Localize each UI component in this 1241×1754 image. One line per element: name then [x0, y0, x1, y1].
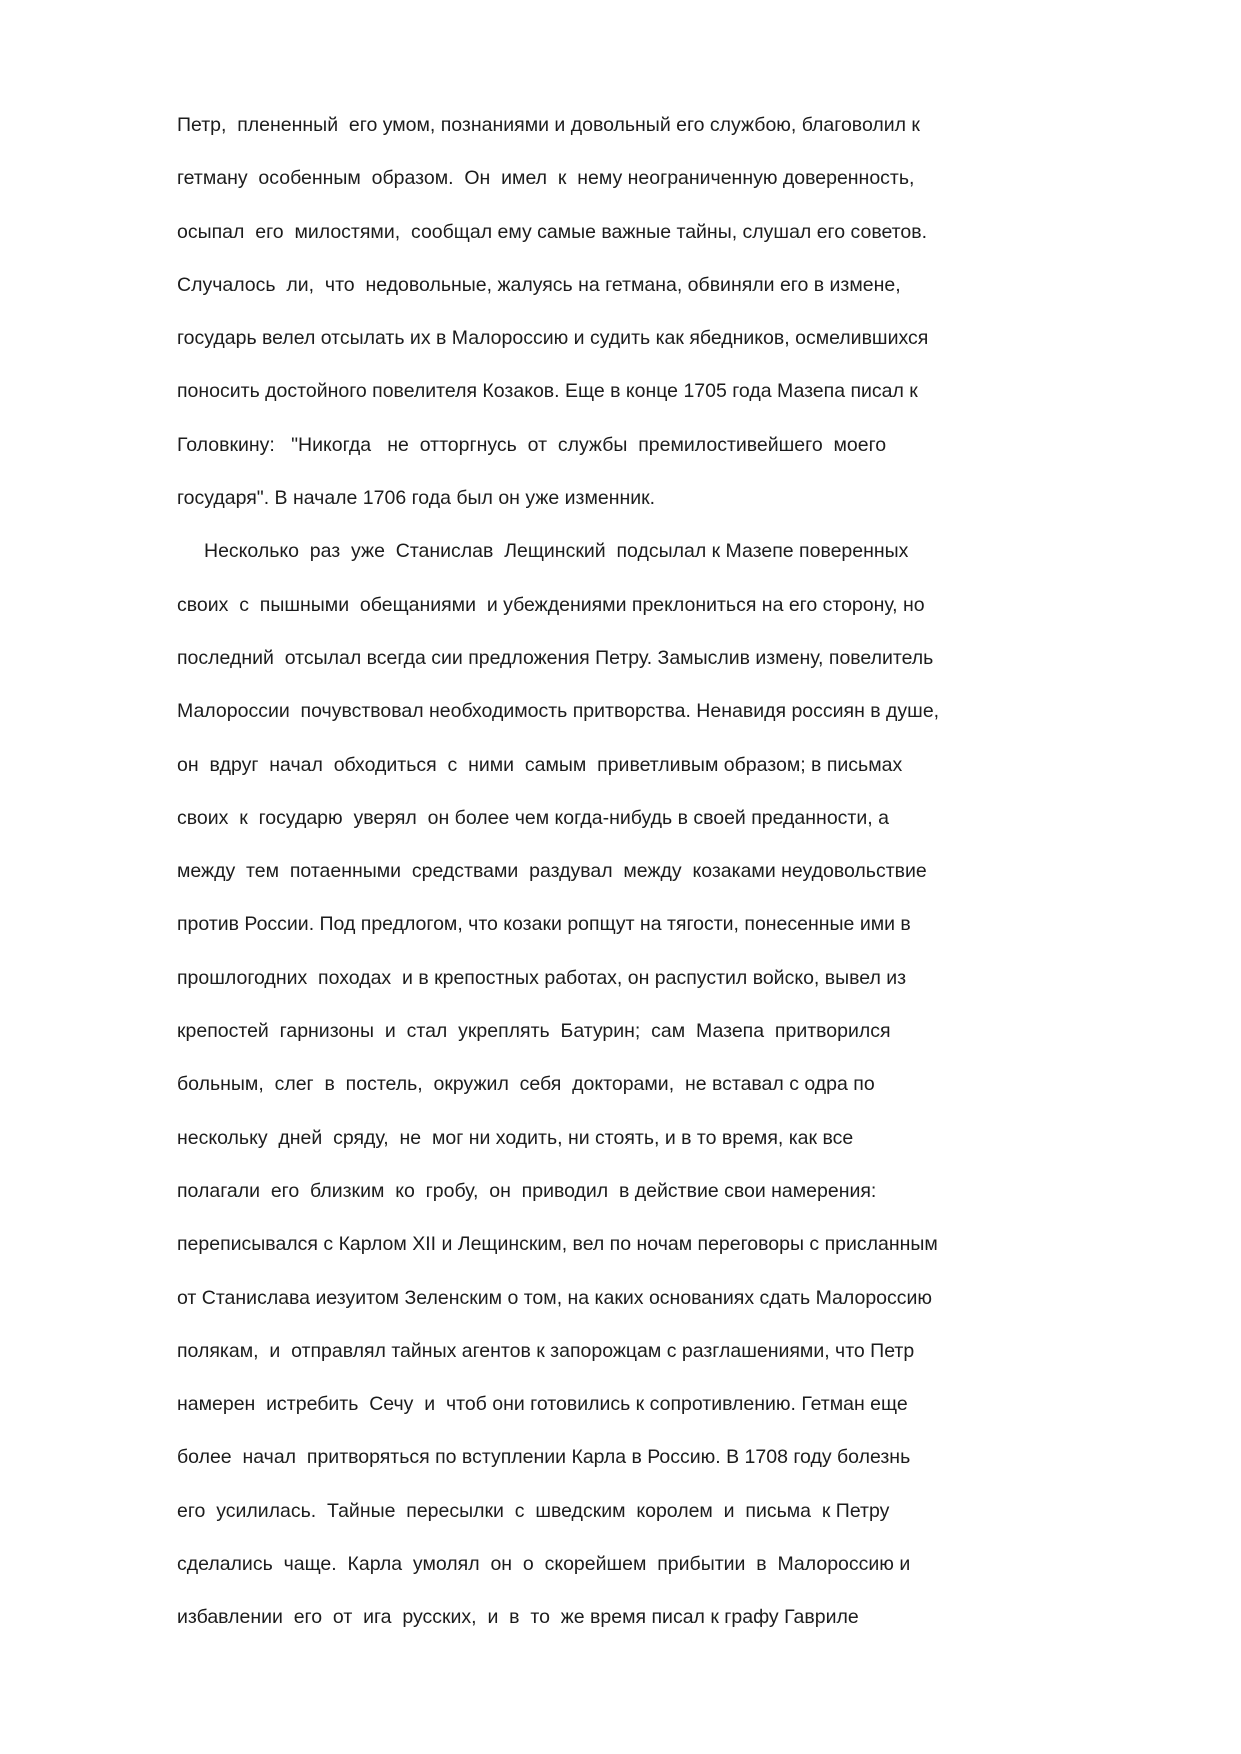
text-line: больным, слег в постель, окружил себя докторами, не вставал с одра по — [177, 1073, 875, 1096]
text-line: полякам, и отправлял тайных агентов к запорожцам с разглашениями, что Петр — [177, 1339, 915, 1362]
text-line: осыпал его милостями, сообщал ему самые важные тайны, слушал его советов. — [177, 220, 927, 243]
text-line: поносить достойного повелителя Козаков. Еще в конце 1705 года Мазепа писал к — [177, 380, 918, 403]
text-line: Головкину: "Никогда не отторгнусь от службы премилостивейшего моего — [177, 433, 887, 456]
text-line: гетману особенным образом. Он имел к нему неограниченную доверенность, — [177, 167, 915, 190]
text-line: более начал притворяться по вступлении Карла в Россию. В 1708 году болезнь — [177, 1446, 911, 1469]
text-line: Петр, плененный его умом, познаниями и довольный его службою, благоволил к — [177, 114, 920, 136]
text-line: полагали его близким ко гробу, он приводил в действие свои намерения: — [177, 1179, 877, 1202]
text-line: между тем потаенными средствами раздувал между козаками неудовольствие — [177, 860, 927, 883]
text-line: переписывался с Карлом XII и Лещинским, вел по ночам переговоры с присланным — [177, 1233, 938, 1256]
text-line: его усилилась. Тайные пересылки с шведским королем и письма к Петру — [177, 1499, 890, 1522]
text-line: намерен истребить Сечу и чтоб они готовились к сопротивлению. Гетман еще — [177, 1393, 908, 1416]
text-line: государя". В начале 1706 года был он уже изменник. — [177, 487, 656, 510]
text-line: сделались чаще. Карла умолял он о скорейшем прибытии в Малороссию и — [177, 1553, 911, 1576]
text-line: прошлогодних походах и в крепостных работах, он распустил войско, вывел из — [177, 966, 907, 989]
text-line: избавлении его от ига русских, и в то же время писал к графу Гавриле — [177, 1606, 859, 1629]
text-line: крепостей гарнизоны и стал укреплять Батурин; сам Мазепа притворился — [177, 1020, 891, 1043]
text-line: от Станислава иезуитом Зеленским о том, на каких основаниях сдать Малороссию — [177, 1286, 933, 1309]
text-line: Случалось ли, что недовольные, жалуясь на гетмана, обвиняли его в измене, — [177, 273, 901, 296]
text-line: нескольку дней сряду, не мог ни ходить, ни стоять, и в то время, как все — [177, 1126, 854, 1149]
text-line: Малороссии почувствовал необходимость притворства. Ненавидя россиян в душе, — [177, 700, 940, 723]
text-line: против России. Под предлогом, что козаки ропщут на тягости, понесенные ими в — [177, 913, 911, 936]
text-line: он вдруг начал обходиться с ними самым приветливым образом; в письмах — [177, 753, 903, 776]
text-line: своих к государю уверял он более чем когда-нибудь в своей преданности, а — [177, 806, 889, 829]
text-body — [177, 110, 1007, 1656]
paragraph-first-line: Несколько раз уже Станислав Лещинский подсылал к Мазепе поверенных — [204, 540, 909, 563]
text-line: государь велел отсылать их в Малороссию и судить как ябедников, осмелившихся — [177, 327, 929, 350]
text-line: последний отсылал всегда сии предложения Петру. Замыслив измену, повелитель — [177, 646, 934, 669]
text-line: своих с пышными обещаниями и убеждениями преклониться на его сторону, но — [177, 593, 925, 616]
